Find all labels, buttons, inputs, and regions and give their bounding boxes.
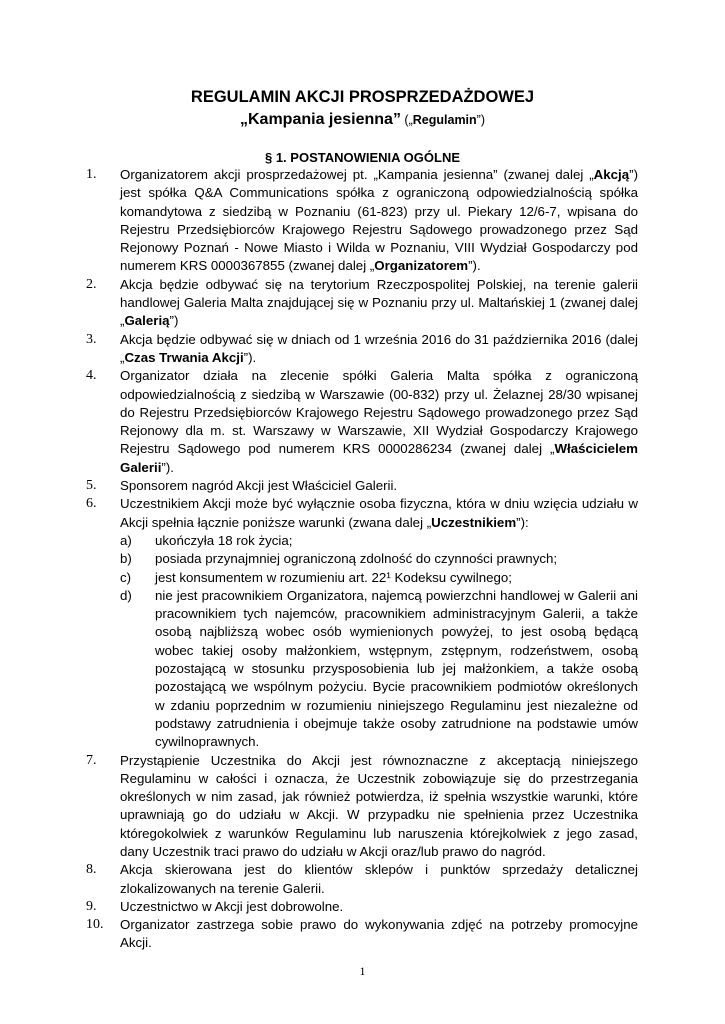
document-subtitle: [0, 111, 725, 129]
item-number: 1.: [86, 167, 97, 182]
sub-item-text: nie jest pracownikiem Organizatora, najemcą powierzchni handlowej w Galerii ani pracownikiem tych najemców, pracownikiem administracyjnym Galerii, a także osobą najbliższą wobec osób wymienionych powyżej, to jest osobą będącą wobec takiej osoby małżonkiem, wstępnym, zstępnym, rodzeństwem, osobą pozostającą w stosunku przysposobienia lub jej małżonkiem, a także osobą pozostającą we wspólnym pożyciu. Bycie pracownikiem podmiotów określonych w zdaniu poprzednim w rozumieniu niniejszego Regulaminu jest niezależne od podstawy zatrudnienia i obejmuje także osoby zatrudnione na podstawie umów cywilnoprawnych.: [155, 587, 638, 750]
list-item: [86, 477, 638, 495]
sub-item: [120, 587, 638, 752]
item-text: Sponsorem nagród Akcji jest Właściciel Galerii.: [120, 478, 398, 494]
defined-term: Galerią: [124, 313, 170, 329]
section-heading: § 1. POSTANOWIENIA OGÓLNE: [264, 150, 461, 165]
sub-item-label: c): [120, 569, 132, 585]
item-text: Przystąpienie Uczestnika do Akcji jest równoznaczne z akceptacją niniejszego Regulaminu w całości i oznacza, że Uczestnik zobowiązuje się do przestrzegania określonych w nim zasad, jak również potwierdza, iż spełnia wszystkie warunki, które uprawniają go do udziału w Akcji. W przypadku nie spełnienia przez Uczestnika któregokolwiek z warunków Regulaminu lub naruszenia którejkolwiek z jego zasad, dany Uczestnik traci prawo do udziału w Akcji oraz/lub prawo do nagród.: [120, 752, 638, 859]
item-text: ”) jest spółka Q&A Communications spółka z ograniczoną odpowiedzialnością spółka komandytowa z siedzibą w Poznaniu (61-823) przy ul. Piekary 12/6-7, wpisana do Rejestru Przedsiębiorców Krajowego Rejestru Sądowego prowadzonego przez Sąd Rejonowy Poznań - Nowe Miasto i Wilda w Poznaniu, VIII Wydział Gospodarczy pod numerem KRS 0000367855 (zwanej dalej „: [120, 167, 638, 274]
list-item: [86, 916, 638, 953]
item-text: Organizatorem akcji prosprzedażowej pt. „Kampania jesienna” (zwanej dalej „: [120, 167, 594, 182]
sub-item: [120, 550, 638, 568]
subtitle-open-quote: („: [400, 113, 413, 127]
list-item: [86, 166, 638, 276]
sub-item-label: d): [120, 587, 132, 603]
defined-term: Uczestnikiem: [431, 514, 517, 530]
defined-term: Akcją: [593, 167, 630, 182]
sub-item-text: ukończyła 18 rok życia;: [155, 532, 293, 548]
subtitle-close-quote: ”): [476, 113, 485, 127]
item-text: ”).: [468, 258, 481, 274]
item-text: Uczestnictwo w Akcji jest dobrowolne.: [120, 898, 344, 914]
item-number: 8.: [86, 862, 97, 878]
item-text: Organizator zastrzega sobie prawo do wykonywania zdjęć na potrzeby promocyjne Akcji.: [120, 917, 638, 951]
item-number: 3.: [86, 331, 97, 347]
item-text: Akcja będzie odbywać się na terytorium Rzeczpospolitej Polskiej, na terenie galerii handlowej Galeria Malta znajdującej się w Poznaniu przy ul. Maltańskiej 1 (zwanej dalej „: [120, 276, 638, 329]
defined-term: Czas Trwania Akcji: [124, 349, 244, 365]
item-text: Akcja skierowana jest do klientów sklepów i punktów sprzedaży detalicznej zlokalizowanych na terenie Galerii.: [120, 862, 638, 896]
list-item: [86, 495, 638, 751]
item-number: 7.: [86, 752, 97, 768]
sub-item-text: jest konsumentem w rozumieniu art. 22¹ Kodeksu cywilnego;: [155, 569, 512, 585]
item-text: ”).: [243, 349, 257, 365]
sub-item: [120, 569, 638, 587]
defined-term: Właścicielem Galerii: [120, 441, 638, 475]
campaign-name: „Kampania jesienna”: [240, 111, 401, 128]
item-text: ”).: [161, 459, 174, 475]
sub-item-label: a): [120, 532, 132, 548]
list-item: [86, 861, 638, 898]
sub-item: [120, 532, 638, 550]
sub-item-label: b): [120, 551, 132, 567]
item-number: 10.: [86, 917, 104, 933]
item-text: Organizator działa na zlecenie spółki Galeria Malta spółka z ograniczoną odpowiedzialnością z siedzibą w Warszawie (00-832) przy ul. Żelaznej 28/30 wpisanej do Rejestru Przedsiębiorców Krajowego Rejestru Sądowego prowadzonego przez Sąd Rejonowy dla m. st. Warszawy w Warszawie, XII Wydział Gospodarczy Krajowego Rejestru Sądowego pod numerem KRS 0000286234 (zwanej dalej „: [120, 368, 638, 457]
item-number: 2.: [86, 276, 97, 292]
item-text: ”):: [516, 514, 529, 530]
list-item: [86, 752, 638, 862]
item-text: Uczestnikiem Akcji może być wyłącznie osoba fizyczna, która w dniu wzięcia udziału w Akcji spełnia łącznie poniższe warunki (zwana dalej „: [120, 496, 638, 530]
item-text: ”): [169, 313, 179, 329]
document-title: REGULAMIN AKCJI PROSPRZEDAŻDOWEJ: [190, 88, 535, 106]
sub-item-text: posiada przynajmniej ograniczoną zdolność do czynności prawnych;: [155, 551, 558, 567]
item-number: 4.: [86, 368, 97, 384]
defined-term: Organizatorem: [374, 258, 469, 274]
regulations-list: [86, 166, 638, 953]
item-text: Akcja będzie odbywać się w dniach od 1 września 2016 do 31 października 2016 (dalej „: [120, 331, 638, 365]
list-item: [86, 331, 638, 368]
item-number: 6.: [86, 496, 97, 512]
page-number: 1: [359, 964, 366, 978]
item-number: 9.: [86, 898, 97, 914]
list-item: [86, 367, 638, 477]
list-item: [86, 276, 638, 331]
list-item: [86, 898, 638, 916]
item-number: 5.: [86, 478, 97, 494]
subtitle-short-name: Regulamin: [412, 113, 477, 127]
